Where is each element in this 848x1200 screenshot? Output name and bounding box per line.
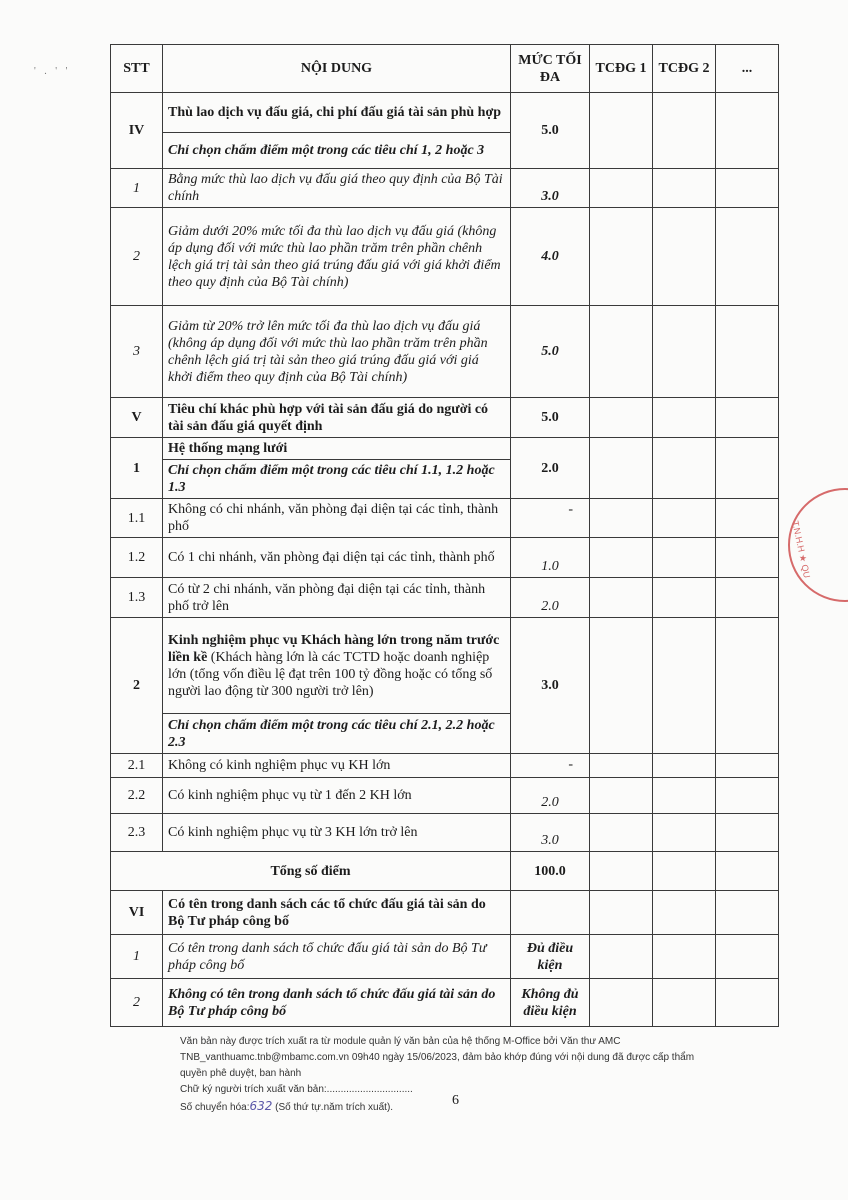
extraction-footer: [180, 1034, 700, 1116]
conversion-label: Số chuyển hóa:: [180, 1102, 250, 1113]
header-more: ...: [716, 45, 779, 93]
row-text: Có kinh nghiệm phục vụ từ 3 KH lớn trở lên: [163, 814, 511, 852]
row-score: 5.0: [511, 93, 590, 169]
row-score: 3.0: [511, 814, 590, 852]
header-tcdg1: TCĐG 1: [590, 45, 653, 93]
row-stt: 2.2: [111, 778, 163, 814]
row-stt: 2: [111, 618, 163, 754]
row-stt: 1: [111, 438, 163, 499]
row-text: Bằng mức thù lao dịch vụ đấu giá theo quy định của Bộ Tài chính: [163, 169, 511, 208]
row-stt: 2: [111, 208, 163, 306]
row-stt: 1.3: [111, 578, 163, 618]
page-number: 6: [452, 1093, 459, 1108]
table-row: [111, 208, 779, 306]
row-score: 2.0: [511, 438, 590, 499]
table-row: [111, 306, 779, 398]
table-row: [111, 814, 779, 852]
row-score: -: [511, 499, 590, 538]
row-text: Có 1 chi nhánh, văn phòng đại diện tại các tỉnh, thành phố: [163, 538, 511, 578]
row-stt: 3: [111, 306, 163, 398]
row-text: Không có chi nhánh, văn phòng đại diện tại các tỉnh, thành phố: [163, 499, 511, 538]
row-text: Có kinh nghiệm phục vụ từ 1 đến 2 KH lớn: [163, 778, 511, 814]
row-title: Kinh nghiệm phục vụ Khách hàng lớn trong năm trước liền kề: [168, 632, 500, 665]
row-score: 4.0: [511, 208, 590, 306]
total-label: Tổng số điểm: [111, 852, 511, 891]
row-score: 5.0: [511, 398, 590, 438]
table-row: [111, 398, 779, 438]
row-stt: IV: [111, 93, 163, 169]
conversion-suffix: (Số thứ tự.năm trích xuất).: [272, 1102, 394, 1113]
header-muc-toi-da: MỨC TỐI ĐA: [511, 45, 590, 93]
row-text: Có từ 2 chi nhánh, văn phòng đại diện tại các tỉnh, thành phố trở lên: [163, 578, 511, 618]
row-stt: V: [111, 398, 163, 438]
seal-text: T.N.H.H ★ QU: [790, 520, 813, 579]
row-stt: 2: [111, 979, 163, 1027]
row-score: 1.0: [511, 538, 590, 578]
table-row: [111, 618, 779, 714]
more-cell: [716, 93, 779, 169]
row-text: Không có tên trong danh sách tổ chức đấu giá tài sản do Bộ Tư pháp công bố: [163, 979, 511, 1027]
row-score: 3.0: [511, 618, 590, 754]
row-title: Hệ thống mạng lưới: [163, 438, 511, 460]
tcdg2-cell: [653, 93, 716, 169]
table-row: [111, 169, 779, 208]
row-note: Chỉ chọn chấm điểm một trong các tiêu chí 1, 2 hoặc 3: [163, 133, 511, 169]
row-text: Giảm từ 20% trở lên mức tối đa thù lao dịch vụ đấu giá (không áp dụng đối với mức thù lao phần trăm trên phần chênh lệch giá trị tài sản theo giá trúng đấu giá với giá khởi điểm theo quy định của Bộ Tài chính): [163, 306, 511, 398]
row-text: Không có kinh nghiệm phục vụ KH lớn: [163, 754, 511, 778]
row-score: [511, 891, 590, 935]
row-stt: 2.1: [111, 754, 163, 778]
table-row: [111, 538, 779, 578]
row-text: Có tên trong danh sách tổ chức đấu giá tài sản do Bộ Tư pháp công bố: [163, 935, 511, 979]
handwritten-number: 632: [249, 1099, 273, 1113]
row-title: Tiêu chí khác phù hợp với tài sản đấu giá do người có tài sản đấu giá quyết định: [163, 398, 511, 438]
footer-line-2: TNB_vanthuamc.tnb@mbamc.com.vn 09h40 ngày 15/06/2023, đảm bảo khớp đúng với nội dung đã được cấp thẩm quyền phê duyệt, ban hành: [180, 1052, 695, 1079]
total-score: 100.0: [511, 852, 590, 891]
table-row: [111, 935, 779, 979]
table-row: [111, 754, 779, 778]
scan-marks: ' . ' ': [34, 66, 71, 77]
row-stt: 1.1: [111, 499, 163, 538]
row-score: Không đủ điều kiện: [511, 979, 590, 1027]
row-stt: VI: [111, 891, 163, 935]
table-row: [111, 979, 779, 1027]
row-desc: (Khách hàng lớn là các TCTD hoặc doanh nghiệp lớn (tổng vốn điều lệ đạt trên 100 tỷ đồng hoặc có tổng số người lao động từ 300 người trở lên): [168, 649, 493, 699]
row-score: Đủ điều kiện: [511, 935, 590, 979]
criteria-table: [110, 44, 779, 1027]
row-score: 2.0: [511, 778, 590, 814]
row-score: 2.0: [511, 578, 590, 618]
footer-line-4: [180, 1098, 700, 1116]
row-title: Thù lao dịch vụ đấu giá, chi phí đấu giá tài sản phù hợp: [163, 93, 511, 133]
table-header-row: [111, 45, 779, 93]
row-description: [163, 618, 511, 714]
footer-line-3: Chữ ký người trích xuất văn bản:...............................: [180, 1084, 413, 1095]
header-tcdg2: TCĐG 2: [653, 45, 716, 93]
row-stt: 1.2: [111, 538, 163, 578]
row-score: 5.0: [511, 306, 590, 398]
row-title: Có tên trong danh sách các tổ chức đấu giá tài sản do Bộ Tư pháp công bố: [163, 891, 511, 935]
header-noi-dung: NỘI DUNG: [163, 45, 511, 93]
table-row: [111, 578, 779, 618]
table-row: [111, 93, 779, 133]
table-row: [111, 438, 779, 460]
table-row: [111, 891, 779, 935]
footer-line-1: Văn bản này được trích xuất ra từ module quản lý văn bản của hệ thống M-Office bởi Văn thư AMC: [180, 1036, 621, 1047]
row-note: Chỉ chọn chấm điểm một trong các tiêu chí 2.1, 2.2 hoặc 2.3: [163, 714, 511, 754]
tcdg1-cell: [590, 93, 653, 169]
row-note: Chỉ chọn chấm điểm một trong các tiêu chí 1.1, 1.2 hoặc 1.3: [163, 460, 511, 499]
table-row: [111, 499, 779, 538]
row-text: Giảm dưới 20% mức tối đa thù lao dịch vụ đấu giá (không áp dụng đối với mức thù lao phần trăm trên phần chênh lệch giá trị tài sản theo giá trúng đấu giá với giá khởi điểm theo quy định của Bộ Tài chính): [163, 208, 511, 306]
row-stt: 2.3: [111, 814, 163, 852]
row-stt: 1: [111, 169, 163, 208]
header-stt: STT: [111, 45, 163, 93]
total-row: [111, 852, 779, 891]
row-stt: 1: [111, 935, 163, 979]
row-score: 3.0: [511, 169, 590, 208]
row-score: -: [511, 754, 590, 778]
table-row: [111, 778, 779, 814]
company-seal: [788, 488, 848, 602]
